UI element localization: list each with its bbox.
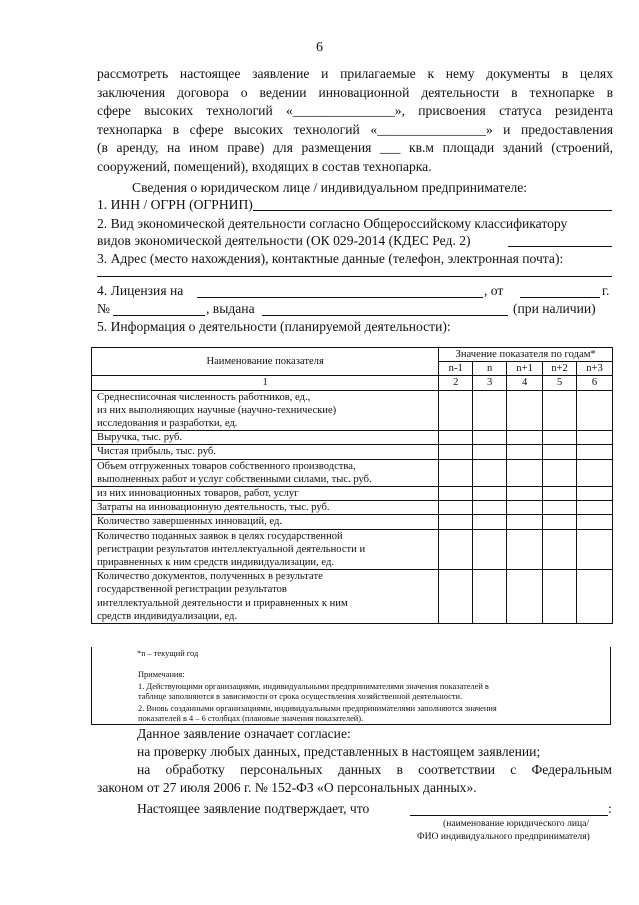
value-cell[interactable] [507, 570, 543, 624]
note-1-line1: 1. Действующими организациями, индивидуальными предпринимателями значения показателей в [138, 682, 489, 691]
intro-line: рассмотреть настоящее заявление и прилагаемые к нему документы в целях [97, 66, 613, 81]
year-col: n [473, 362, 507, 376]
license-from-label: , от [484, 283, 504, 298]
value-cell[interactable] [577, 570, 613, 624]
value-cell[interactable] [439, 487, 473, 501]
value-cell[interactable] [577, 515, 613, 529]
value-cell[interactable] [473, 501, 507, 515]
indicator-name-line: государственной регистрации результатов [97, 584, 287, 596]
intro-paragraph [97, 65, 613, 177]
footnote: *n – текущий год [137, 649, 199, 658]
value-cell[interactable] [439, 431, 473, 445]
indicator-name-line: Объем отгруженных товаров собственного производства, [97, 460, 356, 472]
value-cell[interactable] [473, 515, 507, 529]
indicator-name [92, 570, 439, 624]
license-year-label: г. [602, 283, 610, 298]
value-cell[interactable] [543, 501, 577, 515]
table-row [92, 445, 613, 459]
indicator-name [92, 501, 439, 515]
consent-title: Данное заявление означает согласие: [137, 726, 351, 741]
okved-label-line1: 2. Вид экономической деятельности согласно Общероссийскому классификатору [97, 216, 568, 231]
note-2-line2: показателей в 4 – 6 столбцах (плановые значения показателей). [138, 714, 364, 723]
value-cell[interactable] [439, 515, 473, 529]
okved-field[interactable] [508, 246, 612, 247]
value-cell[interactable] [473, 390, 507, 431]
value-cell[interactable] [507, 459, 543, 486]
table-row [92, 487, 613, 501]
value-cell[interactable] [507, 529, 543, 570]
value-cell[interactable] [473, 529, 507, 570]
table-notes [91, 647, 611, 725]
value-cell[interactable] [439, 459, 473, 486]
value-cell[interactable] [577, 390, 613, 431]
indicators-body [92, 390, 613, 623]
indicator-name-line: Количество документов, полученных в результате [97, 571, 323, 583]
value-cell[interactable] [507, 515, 543, 529]
value-cell[interactable] [507, 501, 543, 515]
value-cell[interactable] [507, 445, 543, 459]
confirm-label: Настоящее заявление подтверждает, что [137, 801, 370, 816]
value-cell[interactable] [473, 459, 507, 486]
value-cell[interactable] [543, 487, 577, 501]
value-cell[interactable] [577, 445, 613, 459]
section-heading: Сведения о юридическом лице / индивидуальном предпринимателе: [132, 180, 528, 195]
intro-line: (в аренду, на ином праве) для размещения ___ кв.м площади зданий (строений, [97, 140, 613, 156]
value-cell[interactable] [577, 529, 613, 570]
value-cell[interactable] [577, 501, 613, 515]
indicator-name [92, 390, 439, 431]
license-issuer-field[interactable] [262, 315, 508, 316]
indicator-name-line: выполненных работ и услуг собственными силами, тыс. руб. [97, 473, 372, 485]
indicator-name [92, 515, 439, 529]
value-cell[interactable] [507, 487, 543, 501]
consent-item-2-line1: на обработку персональных данных в соответствии с Федеральным [137, 762, 612, 777]
license-label: 4. Лицензия на [97, 283, 184, 298]
note-2-line1: 2. Вновь созданными организациями, индивидуальными предпринимателями заполняются значения [138, 704, 497, 713]
intro-line: сфере высоких технологий «_______________», присвоения статуса резидента [97, 103, 613, 119]
address-label: 3. Адрес (место нахождения), контактные данные (телефон, электронная почта): [97, 251, 564, 266]
table-row [92, 570, 613, 624]
license-number-field[interactable] [113, 315, 205, 316]
year-col: n-1 [439, 362, 473, 376]
value-cell[interactable] [473, 487, 507, 501]
table-row [92, 515, 613, 529]
indicator-name [92, 459, 439, 486]
note-1-line2: таблице заполняются в зависимости от срока осуществления хозяйственной деятельности. [138, 692, 463, 701]
indicator-name-line: Количество завершенных инноваций, ед. [97, 516, 283, 528]
license-date-field[interactable] [520, 297, 600, 298]
value-cell[interactable] [543, 459, 577, 486]
value-cell[interactable] [577, 431, 613, 445]
license-type-field[interactable] [197, 297, 483, 298]
confirm-colon: : [608, 801, 612, 816]
address-field[interactable] [97, 276, 612, 277]
table-row [92, 459, 613, 486]
indicator-name-line: исследования и разработки, ед. [97, 418, 238, 430]
indicator-name-line: из них выполняющих научные (научно-технические) [97, 404, 337, 416]
indicators-table [91, 347, 613, 624]
value-cell[interactable] [543, 431, 577, 445]
value-cell[interactable] [439, 445, 473, 459]
activity-label: 5. Информация о деятельности (планируемой деятельности): [97, 319, 451, 334]
indicator-name [92, 487, 439, 501]
value-cell[interactable] [543, 390, 577, 431]
indicator-name [92, 431, 439, 445]
value-cell[interactable] [473, 445, 507, 459]
okved-label-line2: видов экономической деятельности (ОК 029-2014 (КДЕС Ред. 2) [97, 233, 471, 248]
indicator-name-line: Количество поданных заявок в целях государственной [97, 530, 343, 542]
col-number: 6 [577, 376, 613, 390]
intro-line: сооружений, помещений), входящих в состав технопарка. [97, 158, 432, 174]
indicator-name-line: Среднесписочная численность работников, ед., [97, 391, 311, 403]
intro-line: заключения договора о ведении инновационной деятельности в технопарке в [97, 84, 613, 100]
indicator-name [92, 529, 439, 570]
value-cell[interactable] [543, 445, 577, 459]
value-cell[interactable] [473, 570, 507, 624]
indicator-name-line: интеллектуальной деятельности и приравненных к ним [97, 597, 348, 609]
year-col: n+2 [543, 362, 577, 376]
table-row [92, 390, 613, 431]
year-col: n+3 [577, 362, 613, 376]
indicator-name-line: из них инновационных товаров, работ, услуг [97, 488, 299, 500]
col-number: 2 [439, 376, 473, 390]
license-if-any: (при наличии) [513, 301, 596, 316]
indicator-name-line: приравненных к ним средств индивидуализации, ед. [97, 557, 334, 569]
value-cell[interactable] [473, 431, 507, 445]
col-number: 3 [473, 376, 507, 390]
col-number: 4 [507, 376, 543, 390]
indicator-name-line: регистрации результатов интеллектуальной деятельности и [97, 543, 366, 555]
value-cell[interactable] [439, 570, 473, 624]
value-cell[interactable] [543, 529, 577, 570]
inn-label: 1. ИНН / ОГРН (ОГРНИП) [97, 197, 253, 212]
value-cell[interactable] [507, 431, 543, 445]
value-cell[interactable] [543, 570, 577, 624]
year-col: n+1 [507, 362, 543, 376]
value-cell[interactable] [577, 487, 613, 501]
header-values-by-year: Значение показателя по годам* [439, 348, 613, 362]
intro-line: технопарка в сфере высоких технологий «________________» и предоставления [97, 121, 613, 137]
value-cell[interactable] [439, 390, 473, 431]
indicator-name-line: Выручка, тыс. руб. [97, 432, 183, 444]
value-cell[interactable] [507, 390, 543, 431]
confirm-field[interactable] [410, 815, 608, 816]
indicator-name-line: Затраты на инновационную деятельность, тыс. руб. [97, 502, 330, 514]
value-cell[interactable] [439, 529, 473, 570]
confirm-caption-2: ФИО индивидуального предпринимателя) [417, 831, 590, 842]
page-number: 6 [316, 40, 323, 55]
license-number-label: № [97, 301, 110, 316]
col-number: 5 [543, 376, 577, 390]
license-issued-label: , выдана [206, 301, 255, 316]
col-number: 1 [92, 376, 439, 390]
confirm-caption-1: (наименование юридического лица/ [443, 818, 590, 829]
table-row [92, 529, 613, 570]
indicator-name-line: Чистая прибыль, тыс. руб. [97, 446, 216, 458]
value-cell[interactable] [543, 515, 577, 529]
indicator-name [92, 445, 439, 459]
table-row [92, 501, 613, 515]
value-cell[interactable] [439, 501, 473, 515]
consent-item-1: на проверку любых данных, представленных в настоящем заявлении; [137, 744, 541, 759]
notes-title: Примечания: [138, 670, 185, 679]
consent-item-2-line2: законом от 27 июля 2006 г. № 152-ФЗ «О персональных данных». [97, 780, 477, 795]
indicator-name-line: средств индивидуализации, ед. [97, 610, 238, 622]
value-cell[interactable] [577, 459, 613, 486]
header-indicator-name: Наименование показателя [92, 348, 439, 376]
inn-field[interactable] [253, 210, 612, 211]
table-row [92, 431, 613, 445]
